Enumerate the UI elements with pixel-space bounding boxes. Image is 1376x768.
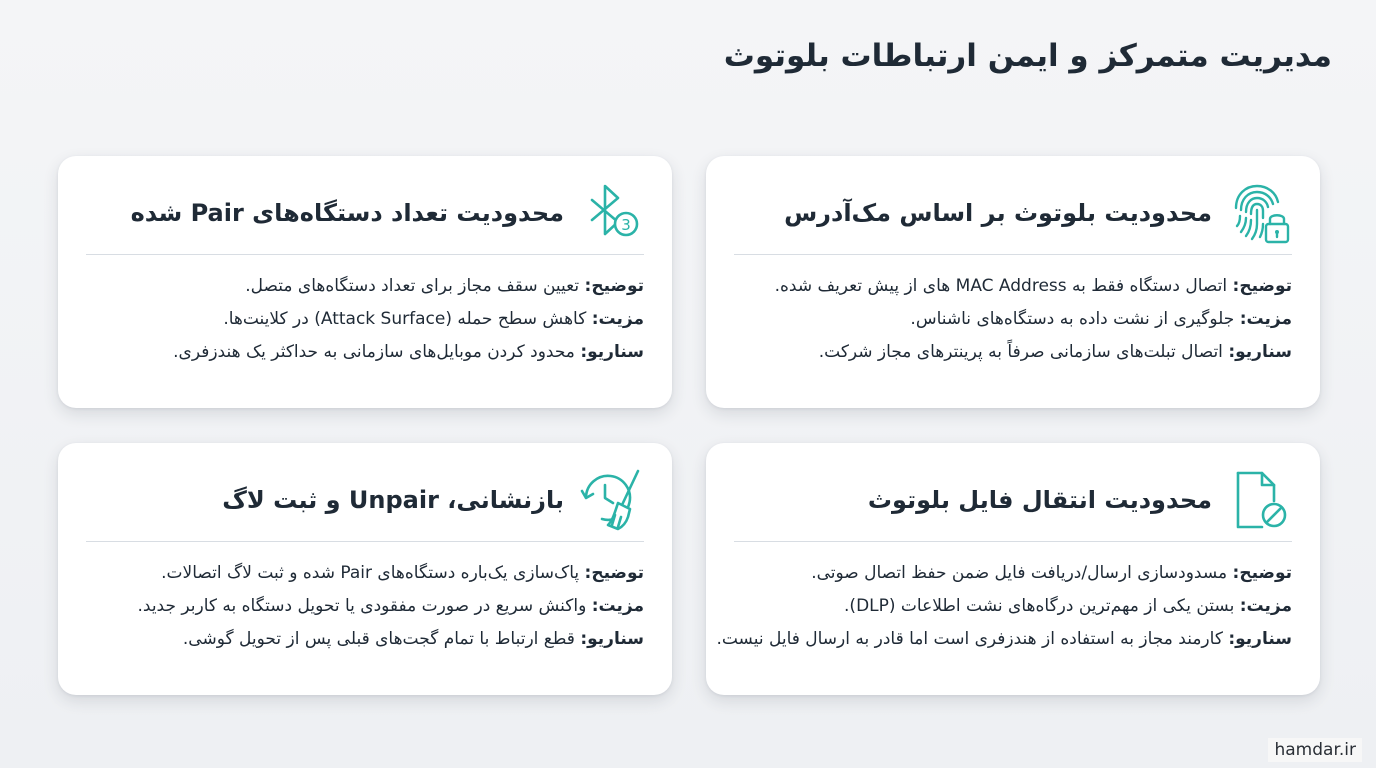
bluetooth-count-icon	[578, 180, 644, 246]
benefit-text: کاهش سطح حمله (Attack Surface) در کلاینت‌ها.	[223, 309, 587, 329]
benefit-text: بستن یکی از مهم‌ترین درگاه‌های نشت اطلاعات (DLP).	[844, 596, 1235, 616]
card-title: محدودیت تعداد دستگاه‌های Pair شده	[130, 199, 564, 227]
file-blocked-icon	[1226, 467, 1292, 533]
scenario-label: سناریو:	[1228, 629, 1292, 649]
description-row	[726, 557, 1292, 590]
description-row	[78, 270, 644, 303]
card-title: بازنشانی، Unpair و ثبت لاگ	[222, 486, 564, 514]
description-label: توضیح:	[584, 563, 644, 583]
history-broom-icon	[578, 467, 644, 533]
scenario-text: محدود کردن موبایل‌های سازمانی به حداکثر یک هندزفری.	[173, 342, 575, 362]
benefit-label: مزیت:	[591, 596, 644, 616]
scenario-row	[78, 336, 644, 369]
description-text: اتصال دستگاه فقط به MAC Address های از پیش تعریف شده.	[774, 276, 1228, 296]
description-row	[726, 270, 1292, 303]
description-text: مسدودسازی ارسال/دریافت فایل ضمن حفظ اتصال صوتی.	[811, 563, 1228, 583]
benefit-text: واکنش سریع در صورت مفقودی یا تحویل دستگاه به کاربر جدید.	[137, 596, 587, 616]
page-title: مدیریت متمرکز و ایمن ارتباطات بلوتوث	[723, 38, 1332, 74]
card-body	[716, 557, 1292, 656]
scenario-row	[726, 336, 1292, 369]
scenario-label: سناریو:	[580, 342, 644, 362]
description-label: توضیح:	[1232, 276, 1292, 296]
benefit-row	[726, 303, 1292, 336]
benefit-row	[726, 590, 1292, 623]
card-title: محدودیت انتقال فایل بلوتوث	[867, 486, 1212, 514]
benefit-row	[78, 303, 644, 336]
divider	[734, 541, 1292, 542]
card-mac-restriction	[706, 156, 1320, 408]
scenario-label: سناریو:	[1228, 342, 1292, 362]
description-label: توضیح:	[584, 276, 644, 296]
card-header	[734, 465, 1292, 535]
divider	[86, 541, 644, 542]
scenario-text: کارمند مجاز به استفاده از هندزفری است اما قادر به ارسال فایل نیست.	[716, 629, 1223, 649]
description-text: پاک‌سازی یک‌باره دستگاه‌های Pair شده و ثبت لاگ اتصالات.	[161, 563, 580, 583]
benefit-label: مزیت:	[591, 309, 644, 329]
card-header	[86, 178, 644, 248]
scenario-label: سناریو:	[580, 629, 644, 649]
fingerprint-lock-icon	[1226, 180, 1292, 246]
benefit-label: مزیت:	[1239, 596, 1292, 616]
card-pair-limit	[58, 156, 672, 408]
card-title: محدودیت بلوتوث بر اساس مک‌آدرس	[784, 199, 1212, 227]
card-body	[726, 270, 1292, 369]
benefit-text: جلوگیری از نشت داده به دستگاه‌های ناشناس.	[910, 309, 1235, 329]
card-header	[86, 465, 644, 535]
benefit-row	[78, 590, 644, 623]
icon-badge-count: 3	[621, 216, 631, 234]
scenario-text: اتصال تبلت‌های سازمانی صرفاً به پرینترهای مجاز شرکت.	[818, 342, 1223, 362]
card-reset-unpair	[58, 443, 672, 695]
description-label: توضیح:	[1232, 563, 1292, 583]
watermark: hamdar.ir	[1268, 738, 1362, 762]
card-body	[78, 557, 644, 656]
divider	[86, 254, 644, 255]
scenario-text: قطع ارتباط با تمام گجت‌های قبلی پس از تحویل گوشی.	[182, 629, 575, 649]
description-text: تعیین سقف مجاز برای تعداد دستگاه‌های متصل.	[245, 276, 580, 296]
card-header	[734, 178, 1292, 248]
benefit-label: مزیت:	[1239, 309, 1292, 329]
scenario-row	[716, 623, 1292, 656]
card-body	[78, 270, 644, 369]
divider	[734, 254, 1292, 255]
scenario-row	[78, 623, 644, 656]
description-row	[78, 557, 644, 590]
card-file-transfer	[706, 443, 1320, 695]
